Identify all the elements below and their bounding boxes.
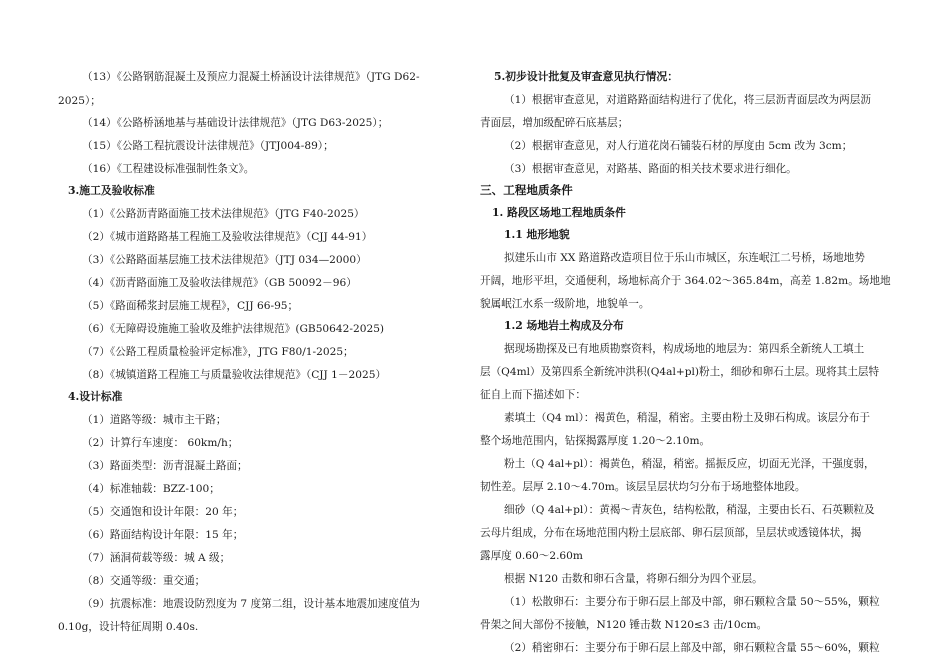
right-paragraph-line: 拟建乐山市 XX 路道路改造项目位于乐山市城区，东连岷江二号桥，场地地势: [504, 252, 865, 264]
left-paragraph-line: （4）《沥青路面施工及验收法律规范》（GB 50092－96）: [82, 277, 357, 289]
right-paragraph-line: 三、工程地质条件: [480, 183, 573, 197]
right-paragraph-line: 素填土（Q4 ml）：褐黄色，稍湿，稍密。主要由粉土及卵石构成。该层分布于: [504, 412, 870, 424]
left-paragraph-line: （8）《城镇道路工程施工与质量验收法律规范》（CJJ 1－2025）: [82, 369, 387, 381]
left-paragraph-line: （9）抗震标准：地震设防烈度为 7 度第二组，设计基本地震加速度值为: [82, 598, 421, 610]
left-paragraph-line: （16）《工程建设标准强制性条文》。: [82, 163, 255, 175]
left-paragraph-line: （15）《公路工程抗震设计法律规范》（JTJ004-89）；: [82, 140, 334, 152]
right-paragraph-line: 貌属岷江水系一级阶地，地貌单一。: [480, 298, 650, 310]
left-paragraph-line: （5）《路面稀浆封层施工规程》，CJJ 66-95；: [82, 300, 299, 312]
left-paragraph-line: 0.10g，设计特征周期 0.40s.: [58, 621, 199, 633]
left-paragraph-line: （7）涵洞荷载等级：城 A 级；: [82, 552, 231, 564]
left-paragraph-line: （2）《城市道路路基工程施工及验收法律规范》（CJJ 44-91）: [82, 231, 373, 243]
right-paragraph-line: （1）松散卵石：主要分布于卵石层上部及中部，卵石颗粒含量 50～55%，颗粒: [504, 596, 880, 608]
right-paragraph-line: 整个场地范围内，钻探揭露厚度 1.20～2.10m。: [480, 435, 711, 447]
left-paragraph-line: （7）《公路工程质量检验评定标准》，JTG F80/1-2025；: [82, 346, 354, 358]
left-paragraph-line: （5）交通饱和设计年限：20 年；: [82, 506, 244, 518]
right-paragraph-line: 根据 N120 击数和卵石含量，将卵石细分为四个亚层。: [504, 573, 763, 585]
right-paragraph-line: 1.1 地形地貌: [504, 228, 570, 241]
left-paragraph-line: （14）《公路桥涵地基与基础设计法律规范》（JTG D63-2025）；: [82, 117, 389, 129]
right-paragraph-line: 征自上而下描述如下：: [480, 389, 586, 401]
right-paragraph-line: 据现场勘探及已有地质勘察资料，构成场地的地层为：第四系全新统人工填土: [504, 343, 865, 355]
right-paragraph-line: 粉土（Q 4al+pl）：褐黄色，稍湿，稍密。摇振反应，切面无光泽，干强度弱，: [504, 458, 875, 470]
right-paragraph-line: 5.初步设计批复及审查意见执行情况：: [494, 70, 679, 83]
left-paragraph-line: （4）标准轴载：BZZ-100；: [82, 483, 220, 495]
left-paragraph-line: （1）道路等级：城市主干路；: [82, 414, 227, 426]
right-paragraph-line: （2）稍密卵石：主要分布于卵石层上部及中部，卵石颗粒含量 55～60%，颗粒: [504, 642, 880, 654]
right-paragraph-line: 青面层，增加级配碎石底基层；: [480, 117, 629, 129]
right-paragraph-line: 细砂（Q 4al+pl）：黄褐～青灰色，结构松散，稍湿，主要由长石、石英颗粒及: [504, 504, 875, 516]
left-paragraph-line: 3.施工及验收标准: [68, 184, 155, 197]
right-paragraph-line: 骨架之间大部份不接触，N120 锤击数 N120≤3 击/10cm。: [480, 619, 768, 631]
left-paragraph-line: （3）《公路路面基层施工技术法律规范》（JTJ 034—2000）: [82, 254, 367, 266]
left-paragraph-line: （6）《无障碍设施施工验收及维护法律规范》(GB50642-2025): [82, 323, 385, 335]
right-paragraph-line: 云母片组成，分布在场地范围内粉土层底部、卵石层顶部，呈层状或透镜体状，揭: [480, 527, 862, 539]
right-paragraph-line: 层（Q4ml）及第四系全新统冲洪积(Q4al+pl)粉土，细砂和卵石土层。现将其土层特: [480, 366, 880, 378]
right-paragraph-line: 开阔，地形平坦，交通便利，场地标高介于 364.02～365.84m，高差 1.82m。场地地: [480, 275, 891, 287]
right-paragraph-line: （1）根据审查意见，对道路路面结构进行了优化，将三层沥青面层改为两层沥: [504, 94, 871, 106]
right-paragraph-line: （2）根据审查意见，对人行道花岗石铺装石材的厚度由 5cm 改为 3cm；: [504, 140, 853, 152]
left-paragraph-line: （6）路面结构设计年限：15 年；: [82, 529, 244, 541]
left-paragraph-line: 2025）；: [58, 95, 101, 107]
right-paragraph-line: 1. 路段区场地工程地质条件: [492, 206, 626, 219]
left-paragraph-line: 4.设计标准: [68, 390, 123, 403]
left-paragraph-line: （8）交通等级：重交通；: [82, 575, 206, 587]
right-paragraph-line: （3）根据审查意见，对路基、路面的相关技术要求进行细化。: [504, 163, 797, 175]
right-paragraph-line: 韧性差。层厚 2.10～4.70m。该层呈层状均匀分布于场地整体地段。: [480, 481, 806, 493]
right-paragraph-line: 1.2 场地岩土构成及分布: [504, 319, 624, 332]
left-paragraph-line: （2）计算行车速度： 60km/h；: [82, 437, 239, 449]
left-paragraph-line: （3）路面类型：沥青混凝土路面；: [82, 460, 248, 472]
left-paragraph-line: （13）《公路钢筋混凝土及预应力混凝土桥涵设计法律规范》（JTG D62-: [82, 71, 420, 83]
left-paragraph-line: （1）《公路沥青路面施工技术法律规范》（JTG F40-2025）: [82, 208, 365, 220]
right-paragraph-line: 露厚度 0.60～2.60m: [480, 550, 583, 562]
